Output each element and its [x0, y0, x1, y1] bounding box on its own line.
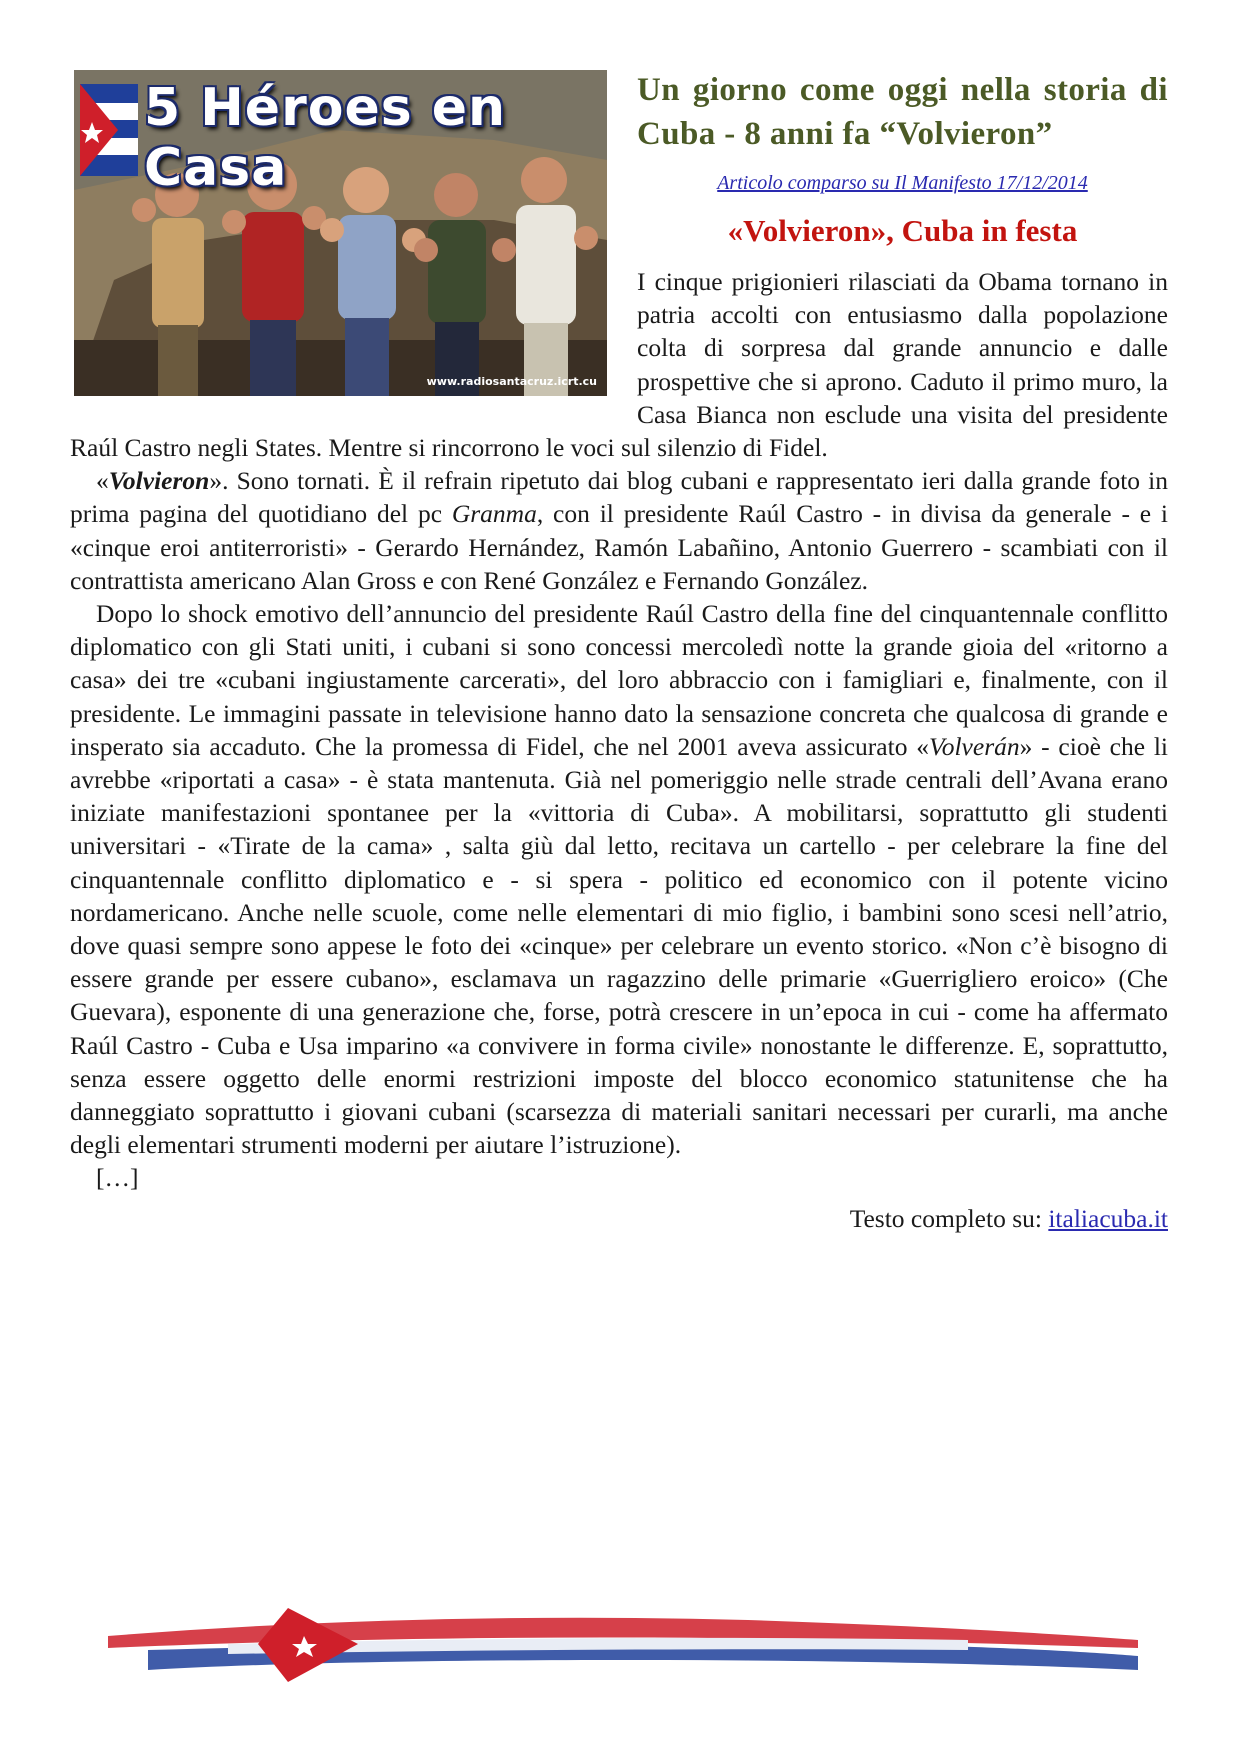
- paragraph-1: I cinque prigionieri rilasciati da Obama tornano in patria accolti con entusiasmo dalla popolazione colta di sorpresa dal grande annuncio e dalle prospettive che si aprono. Caduto il primo muro, la Casa Bianca non esclude una visita del presidente Raúl Castro negli States. Mentre si rincorrono le voci sul silenzio di Fidel.: [70, 267, 1168, 463]
- cuban-flag-banner: [108, 1600, 1138, 1690]
- source-link[interactable]: Articolo comparso su Il Manifesto 17/12/2014: [717, 172, 1088, 194]
- p2-emphasis: Volvieron: [108, 466, 210, 496]
- paragraph-3: [70, 597, 1168, 1161]
- full-text-line: [70, 1204, 1168, 1234]
- article-subtitle: «Volvieron», Cuba in festa: [727, 213, 1078, 248]
- full-text-label: Testo completo su:: [849, 1204, 1042, 1234]
- article-page: [70, 68, 1168, 1234]
- p3-text-1: Dopo lo shock emotivo dell’annuncio del presidente Raúl Castro della fine del cinquantennale conflitto diplomatico con gli Stati uniti, i cubani si sono concessi mercoledì notte la grande gioia del «ritorno a casa» dei tre «cubani ingiustamente carcerati», del loro abbraccio con i famigliari e, finalmente, con il presidente. Le immagini passate in televisione hanno dato la sensazione concreta che qualcosa di grande e insperato sia accaduto. Che la promessa di Fidel, che nel 2001 aveva assicurato «: [70, 599, 1168, 761]
- article-title: Un giorno come oggi nella storia di Cuba - 8 anni fa “Volvieron”: [637, 72, 1168, 152]
- photo-title: 5 Héroes en Casa: [144, 78, 507, 198]
- full-text-link[interactable]: italiacuba.it: [1048, 1204, 1168, 1234]
- cuba-five-emblem: [80, 84, 138, 176]
- paragraph-2: [70, 464, 1168, 597]
- photo-credit: www.radiosantacruz.icrt.cu: [426, 375, 597, 388]
- p2-open: «: [96, 466, 109, 496]
- p3-text-2: » - cioè che li avrebbe «riportati a casa» - è stata mantenuta. Già nel pomeriggio nelle strade centrali dell’Avana erano iniziate manifestazioni spontanee per la «vittoria di Cuba». A mobilitarsi, soprattutto gli studenti universitari - «Tirate de la cama» , salta giù dal letto, recitava un cartello - per celebrare la fine del cinquantennale conflitto diplomatico e - si spera - politico ed economico con il potente vicino nordamericano. Anche nelle scuole, come nelle elementari di mio figlio, i bambini sono scesi nell’atrio, dove quasi sempre sono appese le foto dei «cinque» per celebrare un evento storico. «Non c’è bisogno di essere grande per essere cubano», esclamava un ragazzino delle primarie «Guerrigliero eroico» (Che Guevara), esponente di una generazione che, forse, potrà crescere in un’epoca in cui - come ha affermato Raúl Castro - Cuba e Usa imparino «a convivere in forma civile» nonostante le differenze. E, soprattutto, senza essere oggetto delle enormi restrizioni imposte del blocco economico statunitense che ha danneggiato soprattutto i giovani cubani (scarsezza di materiali sanitari necessari per curarli, ma anche degli elementari strumenti moderni per aiutare l’istruzione).: [70, 731, 1168, 1160]
- heroes-photo: [74, 70, 607, 396]
- p2-text-1: ». Sono tornati. È il refrain ripetuto dai blog cubani e rappresentato ieri dalla grande foto in prima pagina del quotidiano del pc: [70, 466, 1168, 529]
- p3-quote: Volverán: [928, 731, 1020, 761]
- p2-text-2: , con il presidente Raúl Castro - in divisa da generale - e i «cinque eroi antiterroristi» - Gerardo Hernández, Ramón Labañino, Antonio Guerrero - scambiati con il contrattista americano Alan Gross e con René González e Fernando González.: [70, 499, 1168, 595]
- ellipsis: […]: [96, 1163, 139, 1193]
- p2-newspaper: Granma: [451, 499, 537, 529]
